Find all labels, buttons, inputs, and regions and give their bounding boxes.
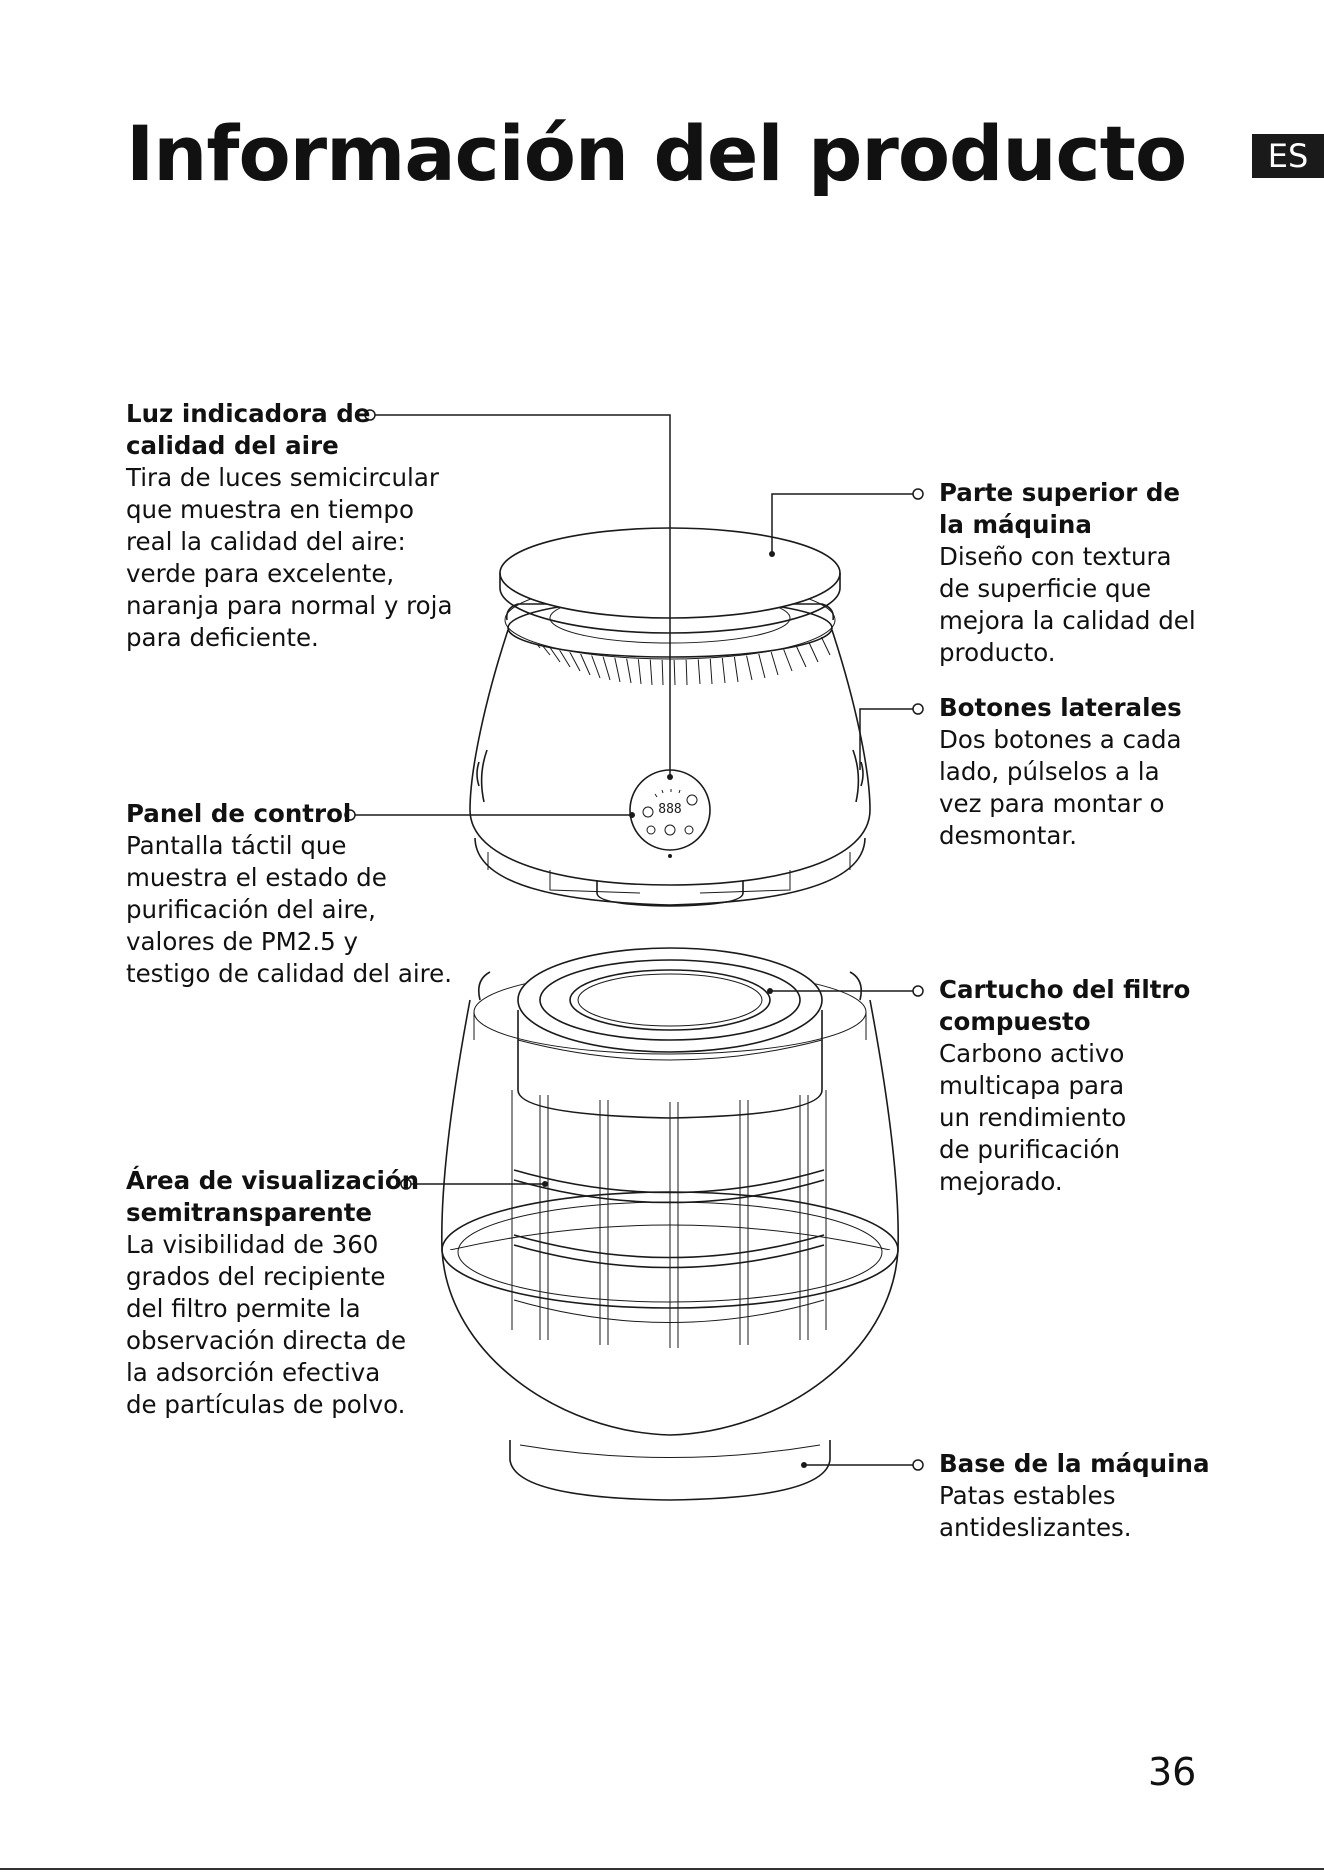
callout-heading: Luz indicadora de calidad del aire <box>126 399 371 460</box>
page-title: Información del producto <box>126 109 1187 198</box>
callout-body: Carbono activo multicapa para un rendimiento de purificación mejorado. <box>939 1039 1127 1196</box>
language-badge: ES <box>1252 134 1324 178</box>
callout-body: Patas estables antideslizantes. <box>939 1481 1132 1542</box>
callout-heading: Parte superior de la máquina <box>939 478 1181 539</box>
callout-body: Dos botones a cada lado, púlselos a la vez para montar o desmontar. <box>939 725 1182 850</box>
callout-heading: Base de la máquina <box>939 1449 1210 1478</box>
callout-heading: Cartucho del filtro compuesto <box>939 975 1191 1036</box>
callout-control-panel <box>126 798 466 990</box>
callout-air-quality-light <box>126 398 456 654</box>
page-number: 36 <box>1148 1750 1197 1794</box>
callout-side-buttons <box>939 692 1239 852</box>
callout-filter-cartridge <box>939 974 1239 1198</box>
callout-heading: Área de visualización semitransparente <box>126 1166 420 1227</box>
callout-heading: Panel de control <box>126 799 352 828</box>
control-panel-display: 888 <box>658 802 682 817</box>
bottom-rule <box>0 1868 1324 1870</box>
callout-body: La visibilidad de 360 grados del recipiente del filtro permite la observación directa de la adsorción efectiva de partículas de polvo. <box>126 1230 407 1419</box>
callout-top-cover <box>939 477 1239 669</box>
callout-viewing-area <box>126 1165 466 1421</box>
callout-body: Tira de luces semicircular que muestra en tiempo real la calidad del aire: verde para excelente, naranja para normal y roja para deficiente. <box>126 463 453 652</box>
callout-body: Diseño con textura de superficie que mejora la calidad del producto. <box>939 542 1196 667</box>
callout-body: Pantalla táctil que muestra el estado de purificación del aire, valores de PM2.5 y testigo de calidad del aire. <box>126 831 453 988</box>
callout-base <box>939 1448 1239 1544</box>
callout-heading: Botones laterales <box>939 693 1182 722</box>
